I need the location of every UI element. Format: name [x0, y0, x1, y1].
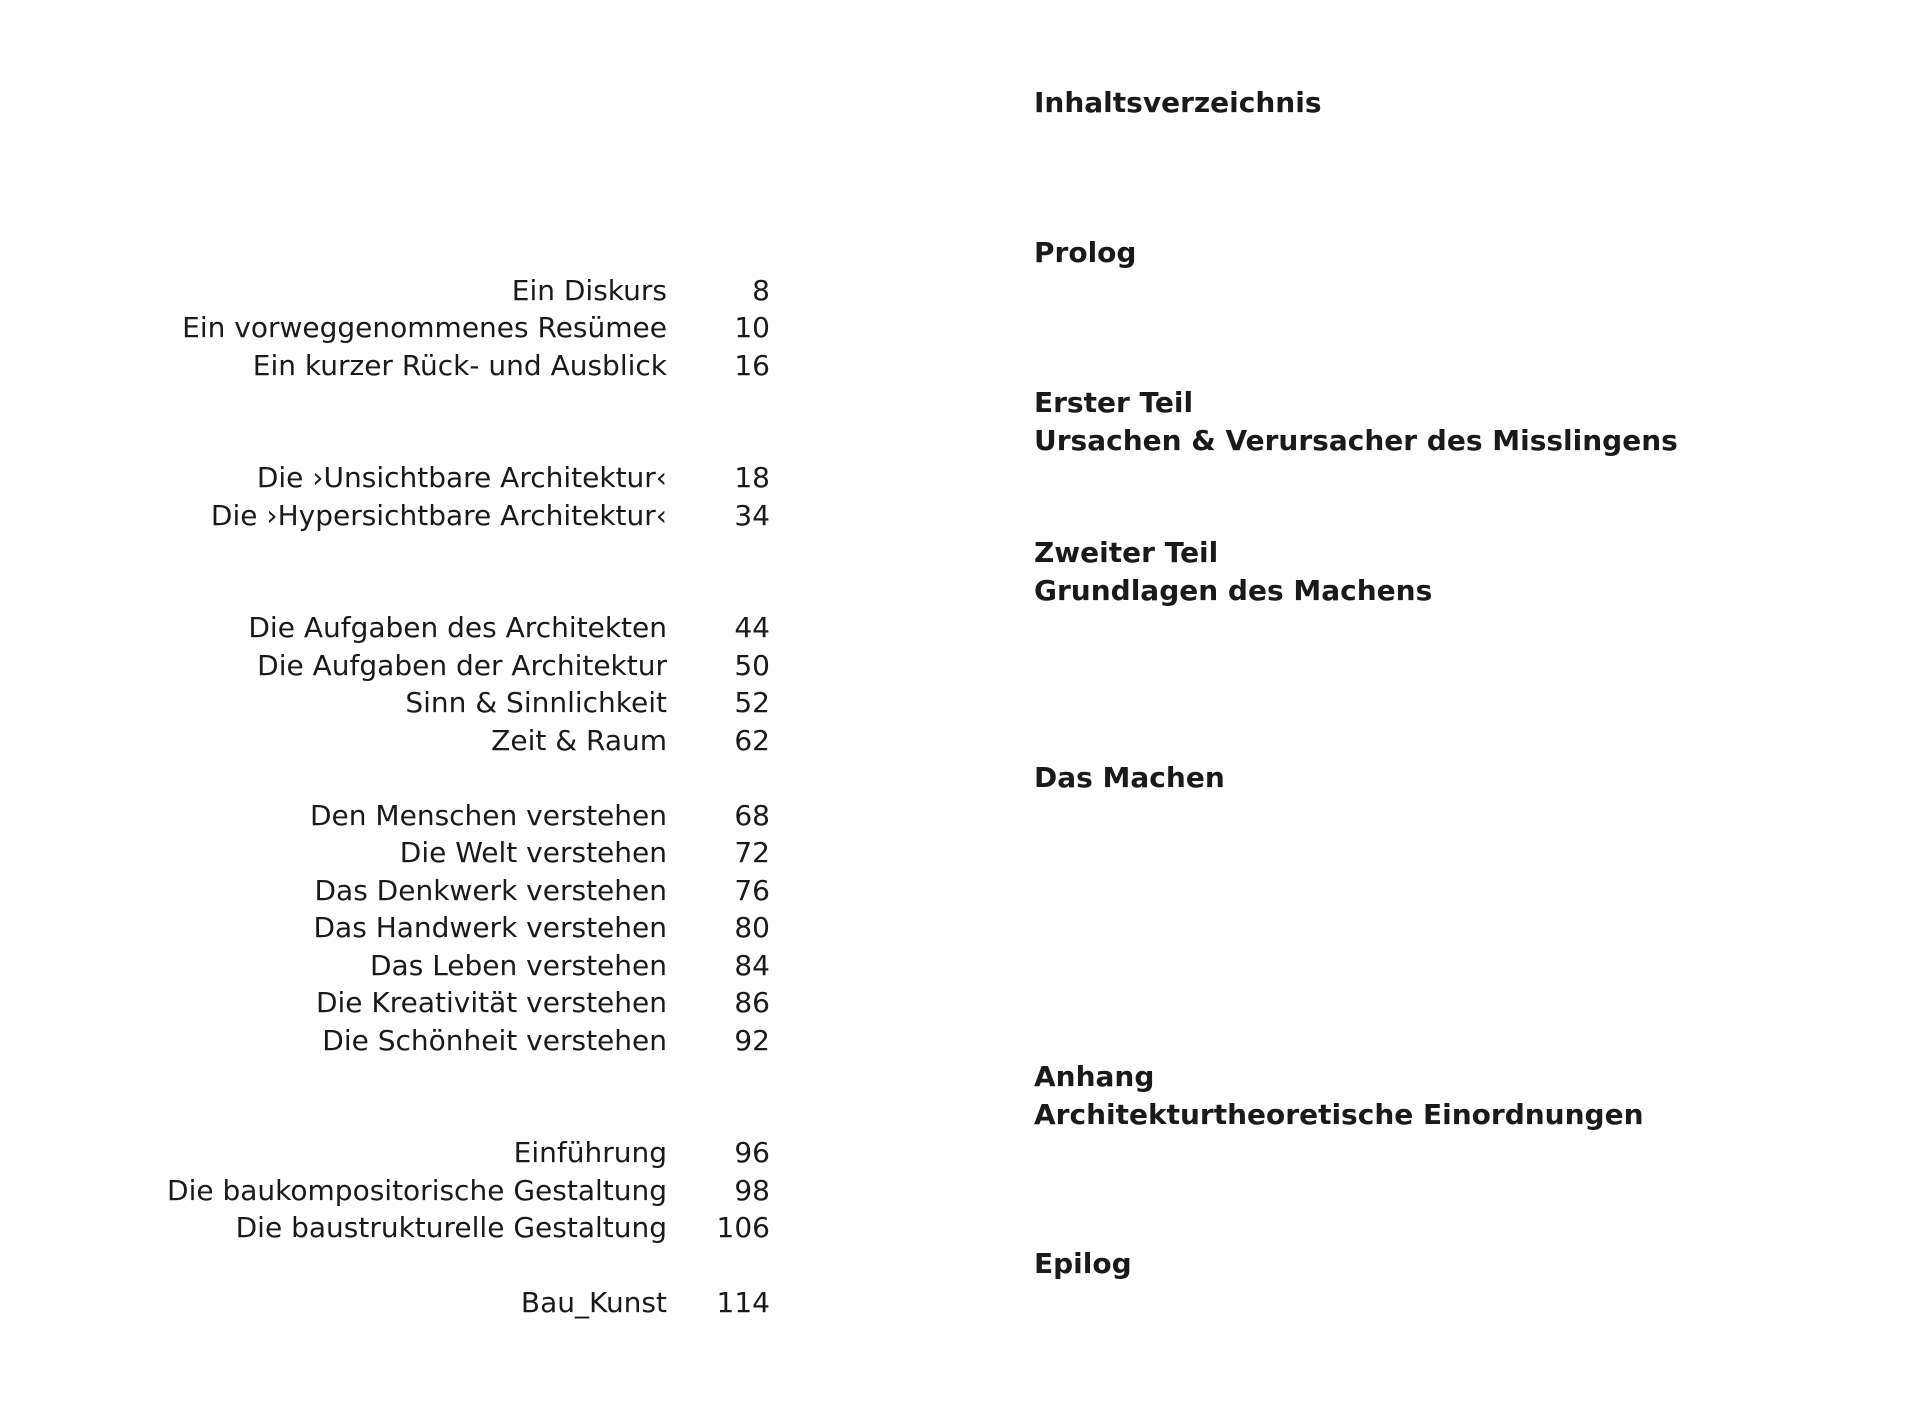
- toc-entry: [0, 1022, 770, 1060]
- entry-page-number: 18: [734, 461, 770, 494]
- entry-label: Einführung: [513, 1136, 667, 1169]
- section-heading: Prolog: [1034, 236, 1137, 269]
- toc-entry: [0, 684, 770, 722]
- entry-label: Bau_Kunst: [520, 1286, 667, 1319]
- section-heading: Anhang: [1034, 1060, 1155, 1093]
- entry-label: Die ›Unsichtbare Architektur‹: [256, 461, 667, 494]
- entry-label: Die Kreativität verstehen: [315, 986, 667, 1019]
- entry-page-number: 98: [734, 1174, 770, 1207]
- toc-entry: [0, 459, 770, 497]
- entry-label: Den Menschen verstehen: [310, 799, 667, 832]
- section-heading: Epilog: [1034, 1247, 1132, 1280]
- section-zweiter-teil: [1034, 534, 1432, 609]
- entry-page-number: 92: [734, 1024, 770, 1057]
- toc-entry: [0, 497, 770, 535]
- entry-page-number: 106: [716, 1211, 770, 1244]
- section-heading: Erster Teil: [1034, 386, 1194, 419]
- entry-page-number: 72: [734, 836, 770, 869]
- toc-entry: [0, 309, 770, 347]
- toc-entry: [0, 797, 770, 835]
- section-subtitle: Ursachen & Verursacher des Misslingens: [1034, 423, 1678, 457]
- toc-entry: [0, 1209, 770, 1247]
- section-heading: Zweiter Teil: [1034, 536, 1219, 569]
- toc-entry: [0, 947, 770, 985]
- entry-page-number: 84: [734, 949, 770, 982]
- entry-label: Die Welt verstehen: [399, 836, 667, 869]
- entry-page-number: 68: [734, 799, 770, 832]
- section-epilog: [1034, 1245, 1132, 1283]
- toc-entry: [0, 647, 770, 685]
- entry-page-number: 8: [752, 274, 770, 307]
- entry-page-number: 52: [734, 686, 770, 719]
- entry-label: Ein Diskurs: [511, 274, 667, 307]
- toc-entry: [0, 1284, 770, 1322]
- entry-page-number: 86: [734, 986, 770, 1019]
- toc-entry: [0, 984, 770, 1022]
- toc-entry: [0, 347, 770, 385]
- toc-entry: [0, 272, 770, 310]
- toc-entry: [0, 909, 770, 947]
- entry-label: Die ›Hypersichtbare Architektur‹: [210, 499, 667, 532]
- toc-entry: [0, 834, 770, 872]
- section-prolog: [1034, 234, 1136, 272]
- section-subtitle: Architekturtheoretische Einordnungen: [1034, 1097, 1644, 1131]
- entry-label: Ein vorweggenommenes Resümee: [182, 311, 667, 344]
- entry-page-number: 114: [716, 1286, 770, 1319]
- section-erster-teil: [1034, 384, 1678, 459]
- entry-page-number: 44: [734, 611, 770, 644]
- entry-label: Ein kurzer Rück- und Ausblick: [252, 349, 667, 382]
- entry-page-number: 76: [734, 874, 770, 907]
- toc-title: Inhaltsverzeichnis: [1034, 86, 1322, 119]
- section-subtitle: Grundlagen des Machens: [1034, 573, 1433, 607]
- entry-page-number: 50: [734, 649, 770, 682]
- entry-page-number: 62: [734, 724, 770, 757]
- toc-entry: [0, 609, 770, 647]
- entry-label: Die baukompositorische Gestaltung: [167, 1174, 667, 1207]
- entry-label: Zeit & Raum: [491, 724, 667, 757]
- entry-label: Die baustrukturelle Gestaltung: [235, 1211, 667, 1244]
- entry-label: Die Schönheit verstehen: [322, 1024, 667, 1057]
- entry-label: Die Aufgaben des Architekten: [248, 611, 667, 644]
- section-anhang: [1034, 1058, 1644, 1133]
- toc-entry: [0, 1172, 770, 1210]
- entry-page-number: 10: [734, 311, 770, 344]
- entry-label: Das Leben verstehen: [369, 949, 667, 982]
- entry-page-number: 80: [734, 911, 770, 944]
- entry-label: Die Aufgaben der Architektur: [257, 649, 667, 682]
- entry-label: Das Handwerk verstehen: [313, 911, 667, 944]
- toc-entry: [0, 872, 770, 910]
- entry-page-number: 96: [734, 1136, 770, 1169]
- toc-entry: [0, 1134, 770, 1172]
- section-heading: Das Machen: [1034, 761, 1225, 794]
- entry-label: Das Denkwerk verstehen: [314, 874, 667, 907]
- entry-label: Sinn & Sinnlichkeit: [405, 686, 667, 719]
- entry-page-number: 16: [734, 349, 770, 382]
- entry-page-number: 34: [734, 499, 770, 532]
- section-das-machen: [1034, 759, 1225, 797]
- toc-entry: [0, 722, 770, 760]
